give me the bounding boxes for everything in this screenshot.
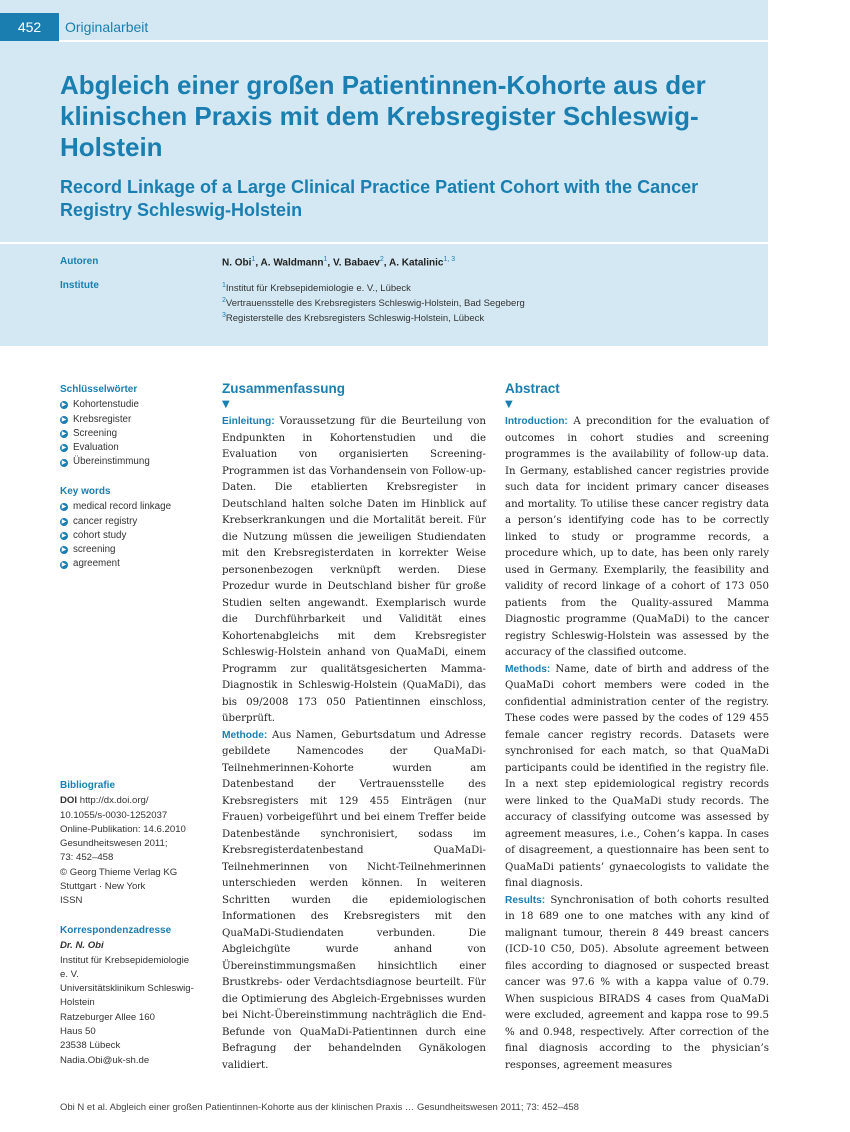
page-footer: Obi N et al. Abgleich einer großen Patientinnen-Kohorte aus der klinischen Praxis … Gesundheitswesen 2011; 73: 452–458 <box>60 1102 579 1113</box>
contact-line: Haus 50 <box>60 1026 96 1038</box>
biblio-line: Stuttgart · New York <box>60 881 146 893</box>
biblio-line: © Georg Thieme Verlag KG <box>60 866 178 878</box>
keyword-item: ▶ screening <box>61 544 116 556</box>
arrow-bullet-icon: ▶ <box>61 431 67 438</box>
abstract-paragraph <box>505 893 769 1075</box>
article-title-german: Abgleich einer großen Patientinnen-Kohorte aus der klinischen Praxis mit dem Krebsregister Schleswig-Holstein <box>60 70 706 162</box>
doi-link[interactable]: http://dx.doi.org/ <box>79 795 149 807</box>
keyword-list <box>60 500 205 571</box>
author-separator: , <box>255 257 261 269</box>
bibliography <box>60 779 205 909</box>
triangle-down-icon: ▼ <box>505 399 513 410</box>
arrow-bullet-icon: ▶ <box>61 504 67 511</box>
contact-line: Ratzeburger Allee 160 <box>60 1011 155 1023</box>
correspondence-heading: Korrespondenzadresse <box>60 925 172 936</box>
author-affiliation: 1 <box>251 256 256 263</box>
institutes-label: Institute <box>60 280 99 291</box>
arrow-bullet-icon: ▶ <box>61 459 67 466</box>
section-label: Originalarbeit <box>65 19 149 35</box>
zusammenfassung-heading: Zusammenfassung <box>222 381 346 396</box>
author: A. Waldmann <box>260 257 324 269</box>
doi-label: DOI <box>60 795 78 807</box>
keywords-english-heading: Key words <box>60 486 111 497</box>
keyword-item: ▶ medical record linkage <box>61 501 172 513</box>
doi-line <box>60 794 205 808</box>
keywords-english <box>60 485 205 572</box>
paragraph-lead: Results: <box>505 894 546 906</box>
institute: $^3$Registerstelle des Krebsregisters Schleswig-Holstein, Lübeck <box>222 312 485 325</box>
contact-email[interactable]: Nadia.Obi@uk-sh.de <box>60 1054 150 1066</box>
paragraph-text: Voraussetzung für die Beurteilung von Endpunkten in Kohortenstudien und die Evaluation von organisierten Screening-Programmen ist das Vorhandensein von Follow-up-Daten. Die etablierten Krebsregister in Deutschland halten solche Daten im Hinblick auf Krebserkrankungen und die Mortalität bereit. Für die Nutzung müssen die jeweiligen Studiendaten mit den Krebsregisterdaten in korrekter Weise personenbezogen verknüpft werden. Diese Prozedur wurde in Deutschland bisher für große Studien selten angewandt. Exemplarisch wurde die Durchführbarkeit und Validität eines Kohortenabgleichs mit dem Krebsregister Schleswig-Holstein anhand von QuaMaDi, einem Programm zur qualitätsgesicherten Mamma-Diagnostik in Schleswig-Holstein (QuaMaDi), das bis 09/2008 173 050 Patientinnen einschloss, überprüft. <box>222 416 486 724</box>
arrow-bullet-icon: ▶ <box>61 445 67 452</box>
keyword-item: ▶ cancer registry <box>61 515 138 527</box>
biblio-line: 73: 452–458 <box>60 852 114 864</box>
keyword-item: ▶ Evaluation <box>61 442 119 454</box>
paragraph-text: Synchronisation of both cohorts resulted in 18 689 one to one matches with any kind of malignant tumour, therein 8 449 breast cancers (ICD-10 C50, D05). Absolute agreement between files according to diagnosed or suspected breast cancer was 97.6 % with a kappa value of 0.79. When suspicious BIRADS 4 cases from QuaMaDi were excluded, agreement and kappa rose to 99.5 % and 0.948, respectively. After correction of the final diagnosis according to the physician’s responses, agreement measures <box>505 894 769 1071</box>
contact-line: Institut für Krebsepidemiologie <box>60 954 190 966</box>
header-rule <box>59 40 768 42</box>
arrow-bullet-icon: ▶ <box>61 547 67 554</box>
author-affiliation: 1 <box>323 256 328 263</box>
arrow-bullet-icon: ▶ <box>61 416 67 423</box>
institute: $^2$Vertrauensstelle des Krebsregisters Schleswig-Holstein, Bad Segeberg <box>222 297 525 310</box>
author-affiliation: 2 <box>379 256 384 263</box>
abstract-paragraph <box>222 728 486 1075</box>
triangle-down-icon: ▼ <box>222 399 230 410</box>
paragraph-lead: Methods: <box>505 663 551 675</box>
institute: $^1$Institut für Krebsepidemiologie e. V., Lübeck <box>222 282 411 295</box>
contact-line: 23538 Lübeck <box>60 1040 121 1052</box>
arrow-bullet-icon: ▶ <box>61 533 67 540</box>
page-number: 452 <box>0 13 59 41</box>
institute-list <box>222 280 525 325</box>
paragraph-lead: Methode: <box>222 729 268 741</box>
article-title-english: Record Linkage of a Large Clinical Practice Patient Cohort with the Cancer Registry Schleswig-Holstein <box>60 177 699 220</box>
arrow-bullet-icon: ▶ <box>61 518 67 525</box>
keyword-item: ▶ Übereinstimmung <box>61 456 150 468</box>
paragraph-lead: Einleitung: <box>222 416 275 427</box>
abstract-column <box>505 380 769 1074</box>
abstract-paragraph <box>505 662 769 893</box>
author-separator: , <box>383 257 389 269</box>
bibliography-heading: Bibliografie <box>60 780 116 791</box>
biblio-line: Online-Publikation: 14.6.2010 <box>60 823 186 835</box>
abstract-paragraph <box>505 414 769 662</box>
contact-line: Holstein <box>60 997 95 1009</box>
author: A. Katalinic <box>388 257 444 269</box>
arrow-bullet-icon: ▶ <box>61 402 67 409</box>
paragraph-lead: Introduction: <box>505 416 568 427</box>
keywords-german-heading: Schlüsselwörter <box>60 384 138 395</box>
keyword-list <box>60 398 205 469</box>
keyword-item: ▶ Kohortenstudie <box>61 399 139 411</box>
header-divider <box>0 242 768 244</box>
keyword-item: ▶ agreement <box>61 558 120 570</box>
keyword-item: ▶ cohort study <box>61 529 127 541</box>
zusammenfassung-column <box>222 380 486 1074</box>
paragraph-text: A precondition for the evaluation of outcomes in cohort studies and screening programmes is the availability of follow-up data. In Germany, established cancer registries provide such data for incident primary cancer diseases and mortality. To utilise these cancer registry data a person’s identifying code has to be correctly linked to study or programme records, a procedure which, up to date, has been only rarely used in Germany. Exemplarily, the feasibility and validity of record linkage of a cohort of 173 050 patients from the Quality-assured Mamma Diagnostic programme (QuaMaDi) to the cancer registry Schleswig-Holstein was assessed by the accuracy of the classified outcome. <box>505 416 769 658</box>
contact-line: Universitätsklinikum Schleswig- <box>60 983 194 995</box>
paragraph-text: Aus Namen, Geburtsdatum und Adresse gebildete Namencodes der QuaMaDi-Teilnehmerinnen-Kohorte wurden am Datenbestand der Vertrauensstelle des Krebsregisters mit 129 455 Einträgen (nur Frauen) vorbeigeführt und bei einem Treffer beide Datenbestände synchronisiert, sodass im Krebsregisterdatenbestand QuaMaDi-Teilnehmerinnen von Nicht-Teilnehmerinnen unterschieden werden können. In weiteren Schritten wurden die epidemiologischen Informationen des Krebsregisters mit den QuaMaDi-Studiendaten verbunden. Die Abgleichgüte wurde anhand von Übereinstimmungsmaßen hinsichtlich einer Brustkrebs- oder Verdachtsdiagnose beurteilt. Für die Optimierung des Abgleich-Ergebnisses wurden bei Nicht-Übereinstimmung nachträglich die End-Befunde von QuaMaDi-Patientinnen durch eine Befragung der behandelnden Gynäkologen validiert. <box>222 729 486 1071</box>
biblio-line: 10.1055/s-0030-1252037 <box>60 809 168 821</box>
biblio-line: Gesundheitswesen 2011; <box>60 838 168 850</box>
abstract-paragraph <box>222 414 486 728</box>
keywords-german <box>60 383 205 470</box>
author-list <box>222 256 455 268</box>
biblio-line: ISSN <box>60 895 83 907</box>
arrow-bullet-icon: ▶ <box>61 561 67 568</box>
authors-label: Autoren <box>60 256 99 267</box>
correspondence <box>60 924 205 1068</box>
contact-name: Dr. N. Obi <box>60 940 104 952</box>
author: N. Obi <box>222 257 252 269</box>
paragraph-text: Name, date of birth and address of the QuaMaDi cohort members were coded in the confidential administration center of the registry. These codes were passed by the codes of 129 455 female cancer registry records. Datasets were synchronised for each match, so that QuaMaDi participants could be identified in the registry file. In a next step epidemiological registry records were linked to the QuaMaDi study records. The accuracy of classifying outcome was assessed by agreement measures, i.e., Cohen’s kappa. In cases of disagreement, a questionnaire has been sent to QuaMaDi patients’ gynaecologists to validate the final diagnosis. <box>505 663 769 889</box>
keyword-item: ▶ Krebsregister <box>61 413 132 425</box>
author-affiliation: 1, 3 <box>443 256 456 263</box>
abstract-heading: Abstract <box>505 381 560 396</box>
keyword-item: ▶ Screening <box>61 427 118 439</box>
author: V. Babaev <box>332 257 380 269</box>
author-separator: , <box>327 257 333 269</box>
contact-line: e. V. <box>60 968 79 980</box>
